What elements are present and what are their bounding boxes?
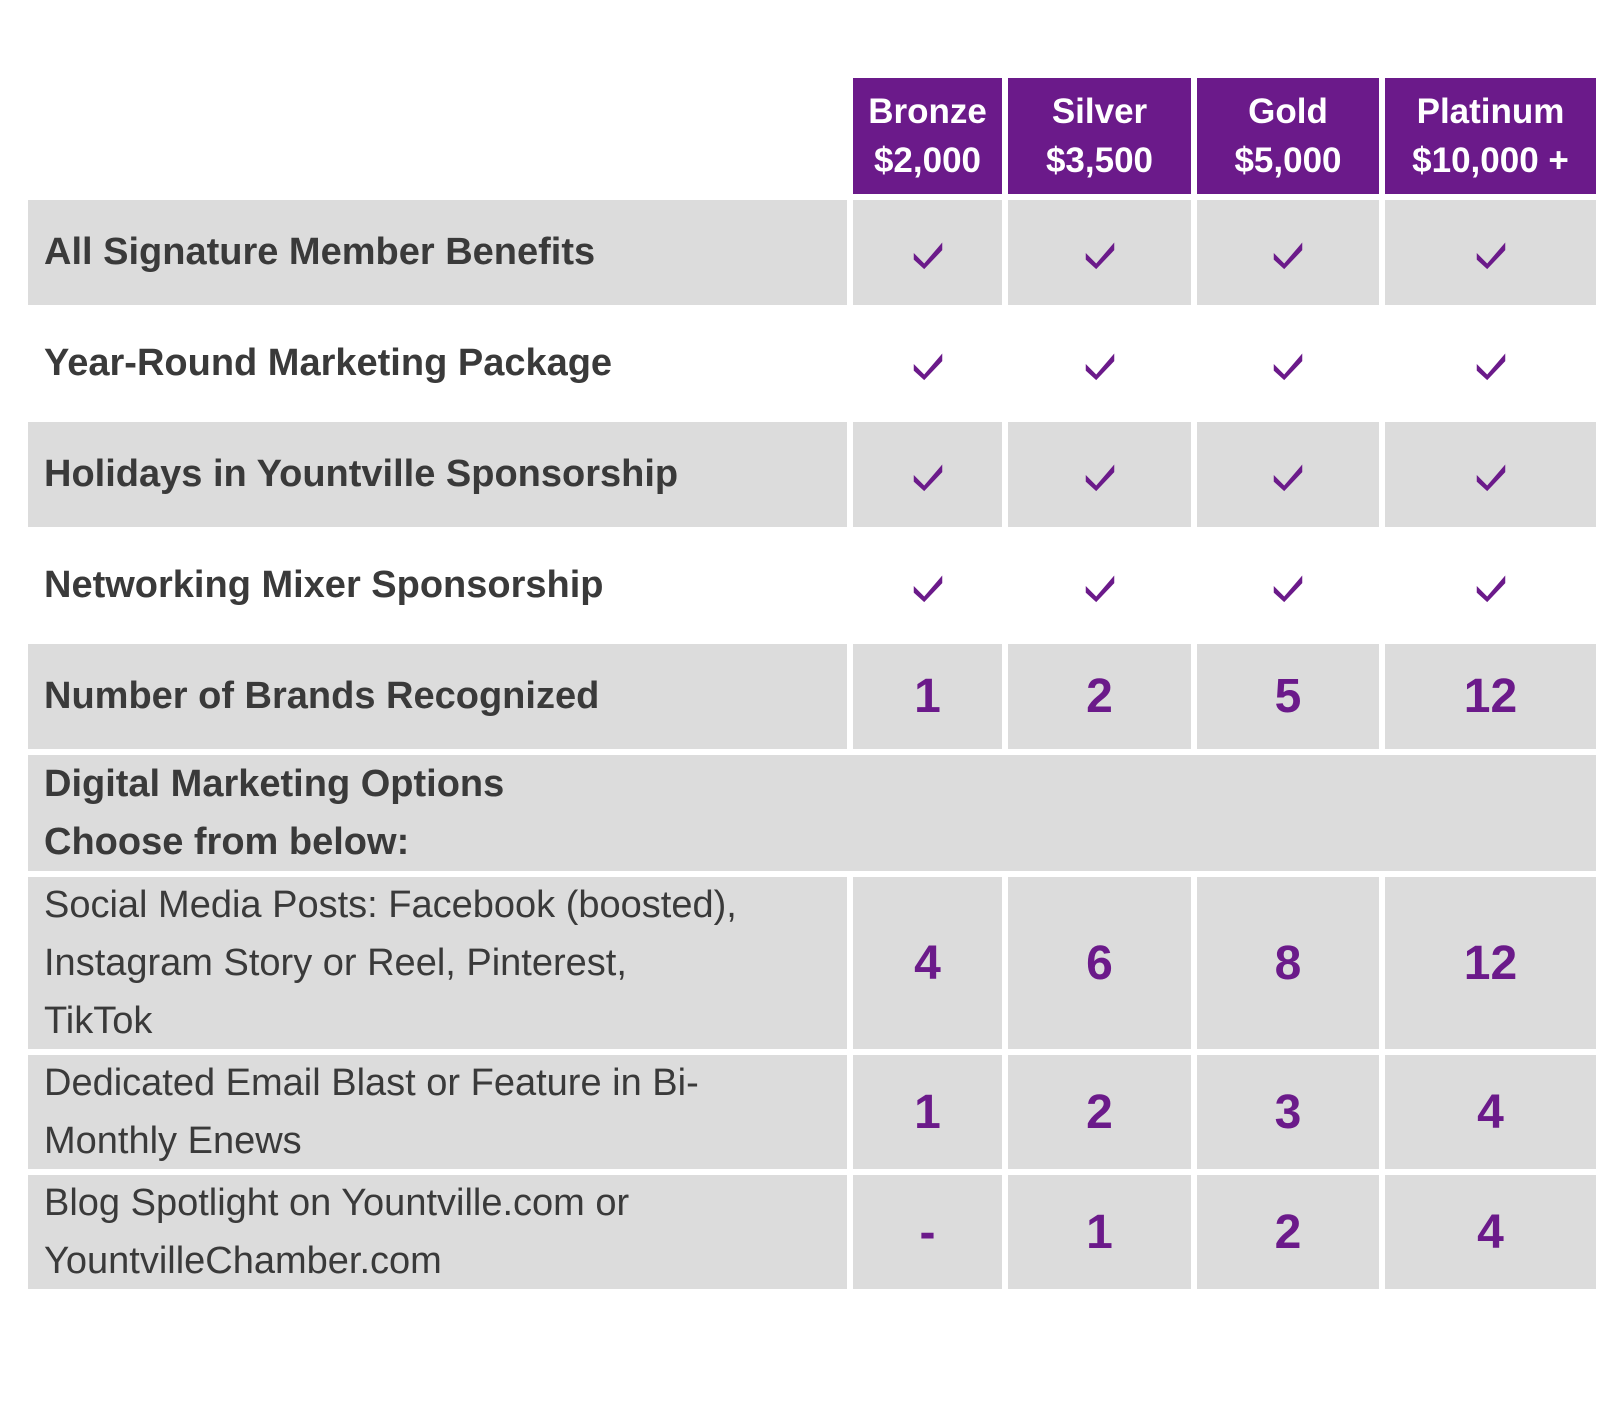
blog-value-bronze: -	[853, 1175, 1002, 1289]
brands-value-bronze: 1	[853, 644, 1002, 749]
check-icon	[1385, 311, 1596, 416]
check-icon	[1197, 311, 1379, 416]
check-icon	[853, 200, 1002, 305]
digital-section-title: Digital Marketing Options	[44, 763, 505, 805]
tier-header-bronze	[853, 78, 1002, 194]
label-line: TikTok	[44, 1000, 153, 1042]
check-icon	[1008, 200, 1191, 305]
brands-label: Number of Brands Recognized	[28, 644, 847, 749]
social-value-platinum: 12	[1385, 877, 1596, 1049]
check-icon	[1008, 422, 1191, 527]
label-line: Blog Spotlight on Yountville.com or	[44, 1182, 630, 1224]
check-icon	[1197, 533, 1379, 638]
check-icon	[853, 311, 1002, 416]
digital-option-label	[28, 1175, 847, 1289]
check-icon	[1008, 311, 1191, 416]
email-value-bronze: 1	[853, 1055, 1002, 1169]
label-line: Monthly Enews	[44, 1120, 302, 1162]
check-icon	[1385, 533, 1596, 638]
check-icon	[1385, 200, 1596, 305]
label-line: Dedicated Email Blast or Feature in Bi-	[44, 1062, 699, 1104]
check-icon	[1385, 422, 1596, 527]
blog-value-silver: 1	[1008, 1175, 1191, 1289]
digital-option-label	[28, 877, 847, 1049]
tier-name: Platinum	[1416, 92, 1565, 131]
blog-value-platinum: 4	[1385, 1175, 1596, 1289]
check-icon	[853, 422, 1002, 527]
check-icon	[1197, 200, 1379, 305]
brands-value-platinum: 12	[1385, 644, 1596, 749]
social-value-gold: 8	[1197, 877, 1379, 1049]
email-value-platinum: 4	[1385, 1055, 1596, 1169]
label-line: YountvilleChamber.com	[44, 1240, 442, 1282]
email-value-gold: 3	[1197, 1055, 1379, 1169]
tier-name: Gold	[1248, 92, 1328, 131]
label-line: Social Media Posts: Facebook (boosted),	[44, 884, 737, 926]
benefit-label: Year-Round Marketing Package	[28, 311, 847, 416]
tier-header-gold	[1197, 78, 1379, 194]
blog-value-gold: 2	[1197, 1175, 1379, 1289]
brands-value-gold: 5	[1197, 644, 1379, 749]
digital-section-subtitle: Choose from below:	[44, 821, 410, 863]
tier-header-platinum	[1385, 78, 1596, 194]
benefit-label: Networking Mixer Sponsorship	[28, 533, 847, 638]
tier-name: Silver	[1051, 92, 1148, 131]
benefit-label: All Signature Member Benefits	[28, 200, 847, 305]
tier-price: $2,000	[873, 141, 982, 180]
benefit-label: Holidays in Yountville Sponsorship	[28, 422, 847, 527]
digital-section-header	[28, 755, 1596, 871]
digital-option-label	[28, 1055, 847, 1169]
email-value-silver: 2	[1008, 1055, 1191, 1169]
label-line: Instagram Story or Reel, Pinterest,	[44, 942, 627, 984]
tier-price: $5,000	[1234, 141, 1342, 180]
tier-name: Bronze	[868, 92, 987, 131]
social-value-silver: 6	[1008, 877, 1191, 1049]
check-icon	[853, 533, 1002, 638]
tier-price: $3,500	[1045, 141, 1154, 180]
check-icon	[1197, 422, 1379, 527]
social-value-bronze: 4	[853, 877, 1002, 1049]
tier-header-silver	[1008, 78, 1191, 194]
check-icon	[1008, 533, 1191, 638]
brands-value-silver: 2	[1008, 644, 1191, 749]
tier-price: $10,000 +	[1412, 141, 1569, 180]
